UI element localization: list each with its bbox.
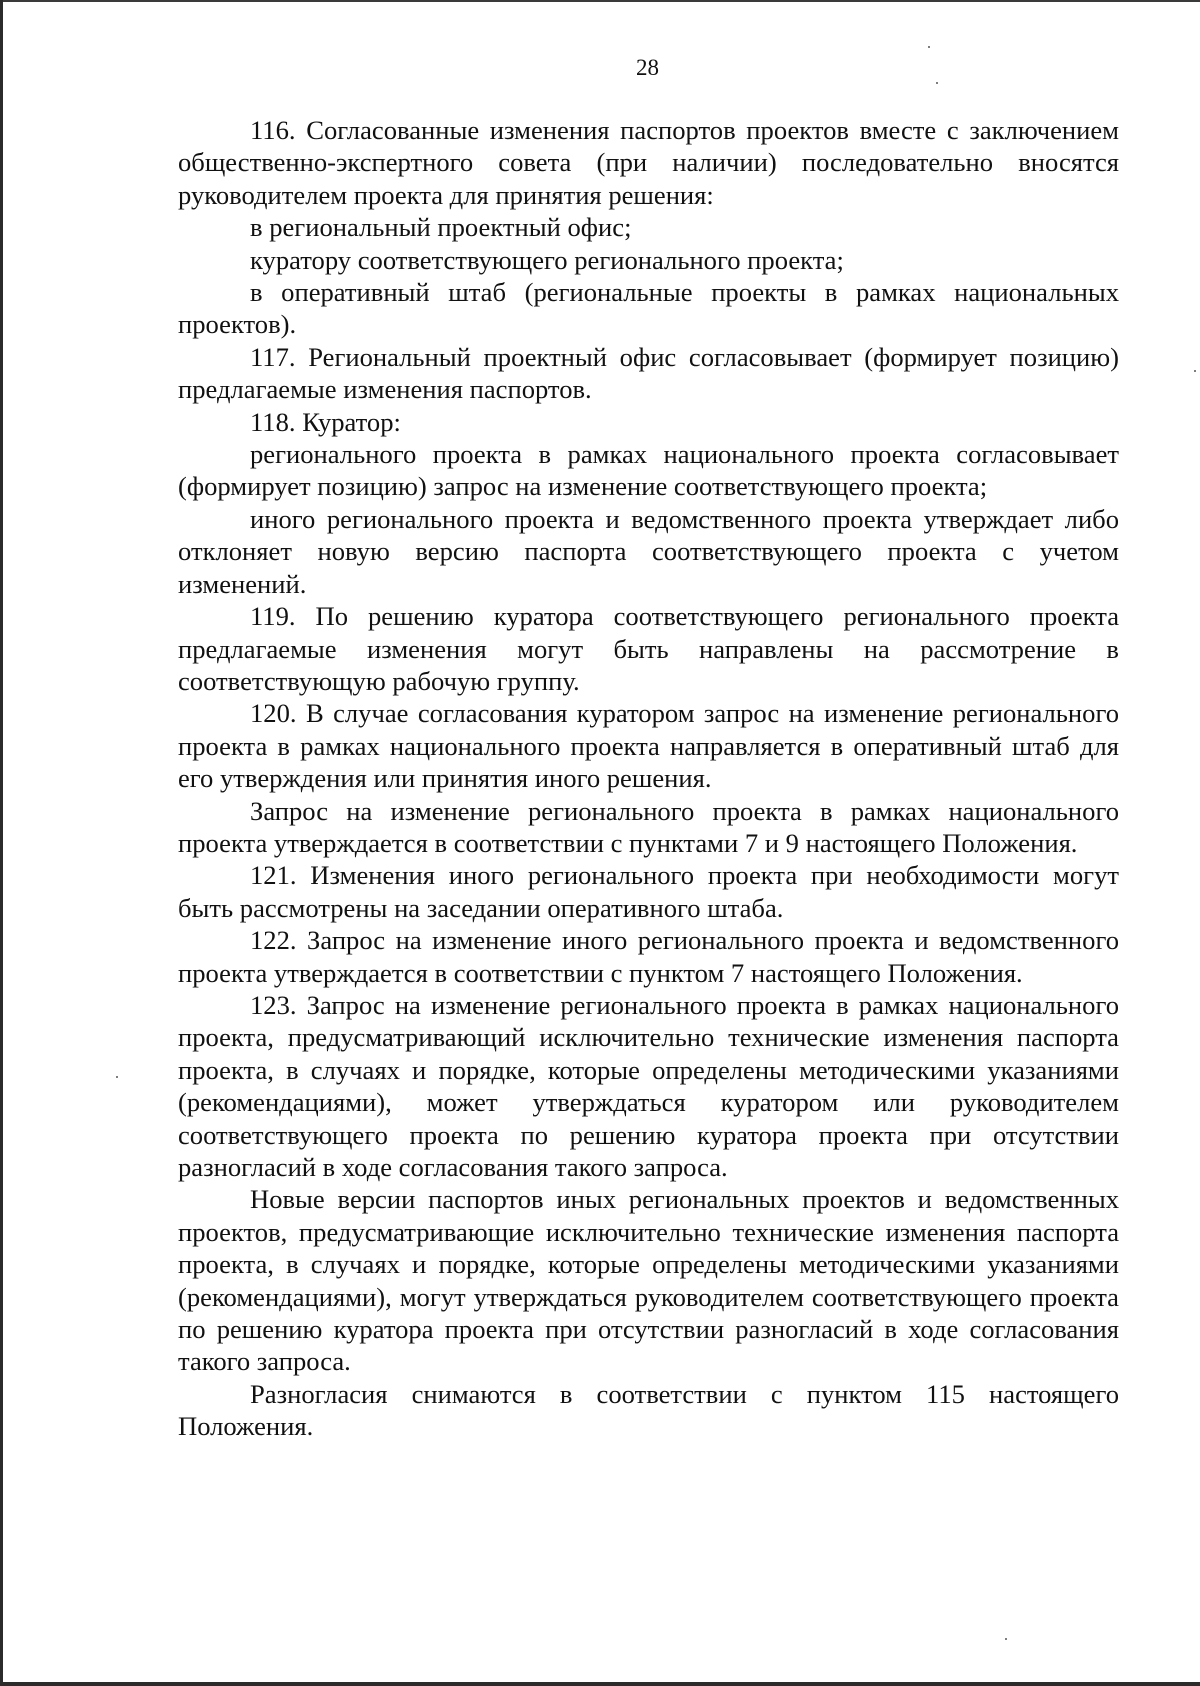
scan-edge-bottom	[0, 1682, 1200, 1686]
paragraph-119: 119. По решению куратора соответствующего регионального проекта предлагаемые изменения могут быть направлены на рассмотрение в соответствующую рабочую группу.	[178, 601, 1119, 696]
scan-speck	[116, 1076, 118, 1078]
paragraph-123: 123. Запрос на изменение регионального проекта в рамках национального проекта, предусматривающий исключительно технические изменения паспорта проекта, в случаях и порядке, которые определены методическими указаниями (рекомендациями), может утверждаться куратором или руководителем соответствующего проекта по решению куратора проекта при отсутствии разногласий в ходе согласования такого запроса.	[178, 989, 1119, 1182]
paragraph-117: 117. Региональный проектный офис согласовывает (формирует позицию) предлагаемые изменения паспортов.	[178, 341, 1119, 405]
scan-speck	[928, 46, 930, 48]
scan-speck	[1194, 370, 1196, 372]
paragraph-116-item-3: в оперативный штаб (региональные проекты в рамках национальных проектов).	[178, 277, 1119, 340]
scan-edge-top	[0, 0, 1200, 2]
paragraph-116-item-2: куратору соответствующего регионального проекта;	[250, 244, 844, 275]
paragraph-122: 122. Запрос на изменение иного регионального проекта и ведомственного проекта утверждается в соответствии с пунктом 7 настоящего Положения.	[178, 925, 1119, 988]
paragraph-120: 120. В случае согласования куратором запрос на изменение регионального проекта в рамках национального проекта направляется в оперативный штаб для его утверждения или принятия иного решения.	[178, 698, 1119, 794]
paragraph-118: 118. Куратор:	[250, 406, 401, 437]
paragraph-118-item-2: иного регионального проекта и ведомственного проекта утверждает либо отклоняет новую версию паспорта соответствующего проекта с учетом изменений.	[178, 503, 1119, 599]
paragraph-120-continued: Запрос на изменение регионального проекта в рамках национального проекта утверждается в соответствии с пунктами 7 и 9 настоящего Положения.	[178, 795, 1119, 858]
scan-edge-left	[0, 0, 3, 1686]
paragraph-118-item-1: регионального проекта в рамках национального проекта согласовывает (формирует позицию) запрос на изменение соответствующего проекта;	[178, 439, 1119, 502]
paragraph-116: 116. Согласованные изменения паспортов проектов вместе с заключением общественно-экспертного совета (при наличии) последовательно вносятся руководителем проекта для принятия решения:	[178, 115, 1119, 210]
scan-speck	[936, 82, 938, 84]
page-number: 28	[636, 55, 659, 80]
scan-speck	[1005, 1638, 1007, 1640]
paragraph-116-item-1: в региональный проектный офис;	[250, 212, 632, 243]
paragraph-121: 121. Изменения иного регионального проекта при необходимости могут быть рассмотрены на заседании оперативного штаба.	[178, 860, 1119, 923]
paragraph-123-continued: Новые версии паспортов иных региональных проектов и ведомственных проектов, предусматривающие исключительно технические изменения паспорта проекта, в случаях и порядке, которые определены методическими указаниями (рекомендациями), могут утверждаться руководителем соответствующего проекта по решению куратора проекта при отсутствии разногласий в ходе согласования такого запроса.	[178, 1184, 1119, 1377]
paragraph-final: Разногласия снимаются в соответствии с пунктом 115 настоящего Положения.	[178, 1378, 1119, 1442]
document-body	[178, 114, 1119, 1443]
